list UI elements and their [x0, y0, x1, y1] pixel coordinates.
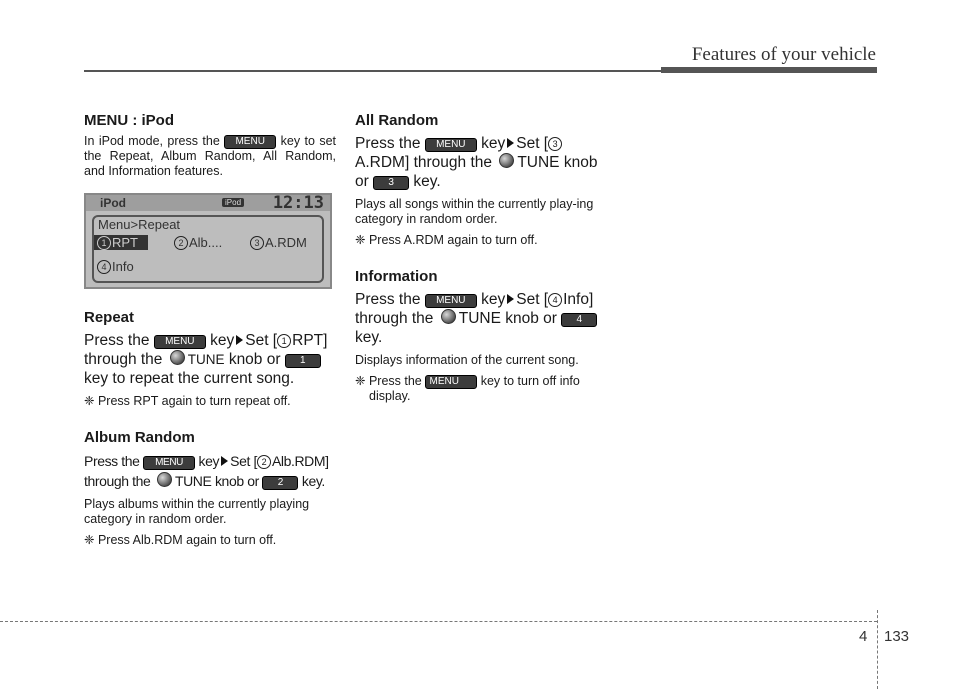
ipod-intro-a: In iPod mode, press the: [84, 134, 220, 148]
text: through the: [413, 154, 492, 171]
lcd-option-info: [97, 259, 134, 274]
number-key-icon: 2: [262, 476, 298, 490]
header-rule-bar: [661, 67, 877, 73]
text: key: [198, 453, 220, 469]
lcd-clock: 12:13: [272, 193, 324, 213]
lcd-option-num: 2: [174, 236, 188, 250]
text: Set [: [516, 135, 549, 152]
lcd-option-num: 4: [97, 260, 111, 274]
album-random-note: ❈ Press Alb.RDM again to turn off.: [84, 533, 277, 547]
lcd-option-ardm: [250, 235, 307, 250]
information-instruction: [355, 290, 607, 347]
text: through the: [355, 310, 434, 327]
repeat-section: [84, 309, 336, 409]
menu-key-icon: MENU: [425, 138, 477, 152]
text: Press the: [84, 453, 140, 469]
repeat-heading: Repeat: [84, 309, 135, 326]
right-column: [355, 112, 607, 404]
repeat-note: ❈ Press RPT again to turn repeat off.: [84, 394, 291, 408]
ipod-intro: [84, 134, 336, 179]
text: key to turn off info display.: [369, 374, 580, 403]
all-random-note: ❈ Press A.RDM again to turn off.: [355, 233, 538, 247]
circled-number-icon: 4: [548, 293, 562, 307]
album-random-section: [84, 429, 336, 548]
ipod-heading: MENU : iPod: [84, 112, 174, 129]
text: knob or: [228, 351, 281, 368]
tune-knob-icon: [170, 350, 185, 365]
text: knob or: [505, 310, 557, 327]
text: Press the: [84, 332, 150, 349]
arrow-right-icon: [221, 456, 228, 466]
chapter-number: 4: [859, 628, 868, 645]
text: key: [210, 332, 235, 349]
menu-key-icon: MENU: [154, 335, 206, 349]
information-desc: Displays information of the current song.: [355, 353, 579, 367]
lcd-option-rpt: [94, 235, 148, 250]
text: Alb.RDM]: [271, 453, 329, 469]
header-title: Features of your vehicle: [691, 44, 876, 65]
lcd-option-num: 3: [250, 236, 264, 250]
text: knob or: [355, 154, 598, 190]
lcd-option-label: Info: [112, 259, 134, 274]
tune-knob-icon: [157, 472, 172, 487]
arrow-right-icon: [507, 294, 514, 304]
text: key to repeat the current song.: [84, 370, 295, 387]
repeat-instruction: [84, 331, 336, 388]
tune-label: TUNE: [458, 310, 501, 327]
text: through the: [84, 473, 151, 489]
arrow-right-icon: [507, 138, 514, 148]
text: key.: [355, 329, 383, 346]
text: key.: [413, 173, 441, 190]
tune-knob-icon: [441, 309, 456, 324]
all-random-section: [355, 112, 607, 248]
information-section: [355, 268, 607, 404]
album-random-instruction: [84, 451, 336, 491]
text: knob or: [214, 473, 259, 489]
information-heading: Information: [355, 268, 438, 285]
menu-key-icon: MENU: [425, 294, 477, 308]
information-note: [355, 374, 607, 404]
text: Info]: [563, 291, 594, 308]
text: RPT]: [292, 332, 328, 349]
all-random-instruction: [355, 134, 607, 191]
number-key-icon: 1: [285, 354, 321, 368]
text: Set [: [516, 291, 549, 308]
text: Set [: [245, 332, 278, 349]
page-number: 133: [884, 628, 910, 645]
arrow-right-icon: [236, 335, 243, 345]
all-random-desc: Plays all songs within the currently play-ing category in random order.: [355, 197, 594, 226]
menu-key-icon: MENU: [425, 375, 477, 389]
tune-knob-icon: [499, 153, 514, 168]
text: through the: [84, 351, 163, 368]
lcd-ipod-badge: iPod: [222, 198, 244, 207]
lcd-option-num: 1: [97, 236, 111, 250]
all-random-heading: All Random: [355, 112, 439, 129]
ipod-lcd-screen: [84, 193, 332, 289]
lcd-option-label: RPT: [112, 235, 138, 250]
number-key-icon: 3: [373, 176, 409, 190]
album-random-heading: Album Random: [84, 429, 195, 446]
ipod-intro-b: key to set the Repeat, Album Random, All Random, and Information features.: [84, 134, 336, 178]
lcd-option-label: A.RDM: [265, 235, 307, 250]
lcd-option-label: Alb....: [189, 235, 223, 250]
tune-label: TUNE: [517, 154, 560, 171]
lcd-menu-path: Menu>Repeat: [98, 217, 181, 232]
circled-number-icon: 3: [548, 137, 562, 151]
tune-label: TUNE: [174, 473, 212, 489]
number-key-icon: 4: [561, 313, 597, 327]
text: key: [481, 135, 506, 152]
footer-rule: [0, 621, 877, 623]
text: ❈ Press the: [355, 374, 422, 388]
left-column: [84, 112, 336, 548]
lcd-menu-panel: [92, 215, 324, 283]
tune-label: TUNE: [187, 352, 225, 367]
text: Set [: [230, 453, 257, 469]
album-random-desc: Plays albums within the currently playing category in random order.: [84, 497, 310, 526]
footer-divider: [877, 610, 879, 689]
menu-key-icon: MENU: [224, 135, 276, 149]
text: Press the: [355, 135, 421, 152]
lcd-mode-label: iPod: [100, 196, 126, 210]
text: A.RDM]: [355, 154, 410, 171]
text: key.: [301, 473, 325, 489]
header-rule: [84, 70, 661, 72]
menu-key-icon: MENU: [143, 456, 195, 470]
circled-number-icon: 1: [277, 334, 291, 348]
text: Press the: [355, 291, 421, 308]
circled-number-icon: 2: [257, 455, 271, 469]
lcd-option-alb: [174, 235, 222, 250]
text: key: [481, 291, 506, 308]
